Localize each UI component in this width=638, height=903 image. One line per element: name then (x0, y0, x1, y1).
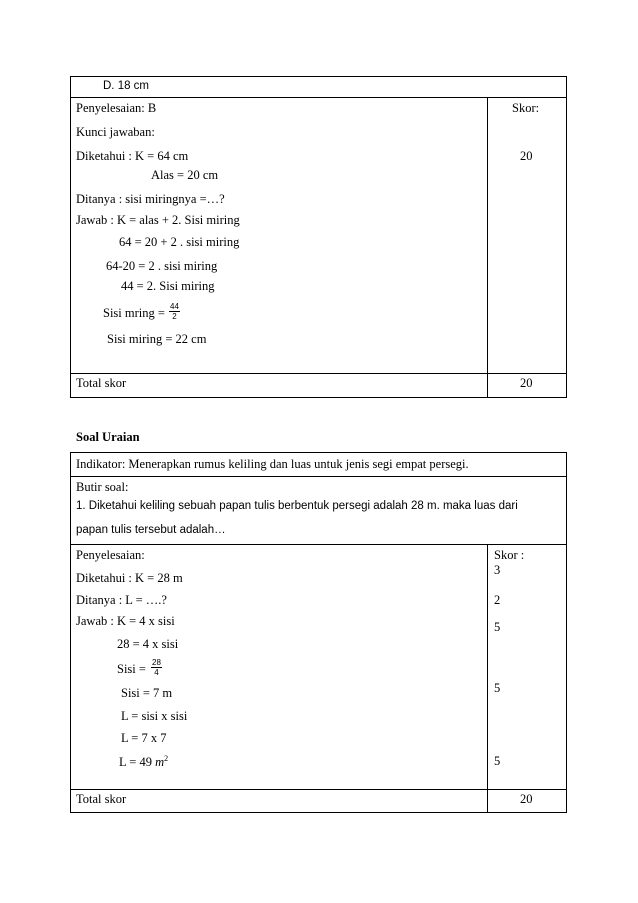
step-3-2: Sisi = 7 m (121, 686, 173, 700)
penyelesaian-label-2: Penyelesaian: (76, 548, 145, 562)
step-1: 64 = 20 + 2 . sisi miring (119, 235, 240, 249)
score-4: 5 (494, 681, 501, 695)
score-5: 5 (494, 754, 501, 768)
fraction-denominator-2: 4 (154, 668, 159, 677)
jawab: Jawab : K = alas + 2. Sisi miring (76, 213, 240, 227)
step-6-unit: m (155, 755, 165, 770)
total-skor-value: 20 (520, 376, 533, 390)
alas: Alas = 20 cm (151, 168, 219, 182)
penyelesaian-label: Penyelesaian: B (76, 101, 157, 115)
fraction-numerator: 44 (170, 302, 179, 311)
kunci-jawaban: Kunci jawaban: (76, 125, 155, 139)
section-title: Soal Uraian (76, 430, 140, 444)
fraction (169, 302, 180, 321)
step-3: 44 = 2. Sisi miring (121, 279, 215, 293)
step-1-2: 28 = 4 x sisi (117, 637, 179, 651)
fraction-denominator: 2 (172, 312, 177, 321)
step-6 (119, 754, 168, 770)
ditanya: Ditanya : sisi miringnya =…? (76, 192, 225, 206)
total-skor-label: Total skor (76, 376, 127, 390)
table-2-divider (70, 476, 567, 477)
option-d: D. 18 cm (103, 80, 150, 92)
table-1-column-divider (487, 97, 488, 398)
table-2-divider (70, 544, 567, 545)
step-4-label: Sisi mring = (103, 306, 165, 320)
step-6-exponent: 2 (164, 754, 169, 763)
score-2: 2 (494, 593, 501, 607)
table-1-divider (70, 373, 567, 374)
total-skor-value-2: 20 (520, 792, 533, 806)
jawab-2: Jawab : K = 4 x sisi (76, 614, 175, 628)
table-1-divider (70, 97, 567, 98)
diketahui: Diketahui : K = 64 cm (76, 149, 189, 163)
skor-header-2: Skor : (494, 548, 525, 562)
step-6-text: L = 49 (119, 755, 152, 770)
table-2-divider (70, 789, 567, 790)
diketahui-2: Diketahui : K = 28 m (76, 571, 183, 585)
fraction-2 (151, 658, 162, 677)
soal-line-1: 1. Diketahui keliling sebuah papan tulis berbentuk persegi adalah 28 m. maka luas dari (76, 500, 518, 512)
step-5: Sisi miring = 22 cm (107, 332, 207, 346)
total-skor-label-2: Total skor (76, 792, 127, 806)
indikator: Indikator: Menerapkan rumus keliling dan luas untuk jenis segi empat persegi. (76, 457, 469, 471)
soal-line-2: papan tulis tersebut adalah… (76, 524, 226, 536)
score-1: 3 (494, 563, 501, 577)
step-5-2: L = 7 x 7 (121, 731, 167, 745)
ditanya-2: Ditanya : L = ….? (76, 593, 167, 607)
step-2-label: Sisi = (117, 662, 146, 676)
step-2: 64-20 = 2 . sisi miring (106, 259, 218, 273)
butir-soal: Butir soal: (76, 480, 129, 494)
skor-value: 20 (520, 149, 533, 163)
table-2-column-divider (487, 544, 488, 813)
score-3: 5 (494, 620, 501, 634)
fraction-numerator-2: 28 (152, 658, 161, 667)
step-4-2: L = sisi x sisi (121, 709, 188, 723)
skor-header: Skor: (512, 101, 540, 115)
